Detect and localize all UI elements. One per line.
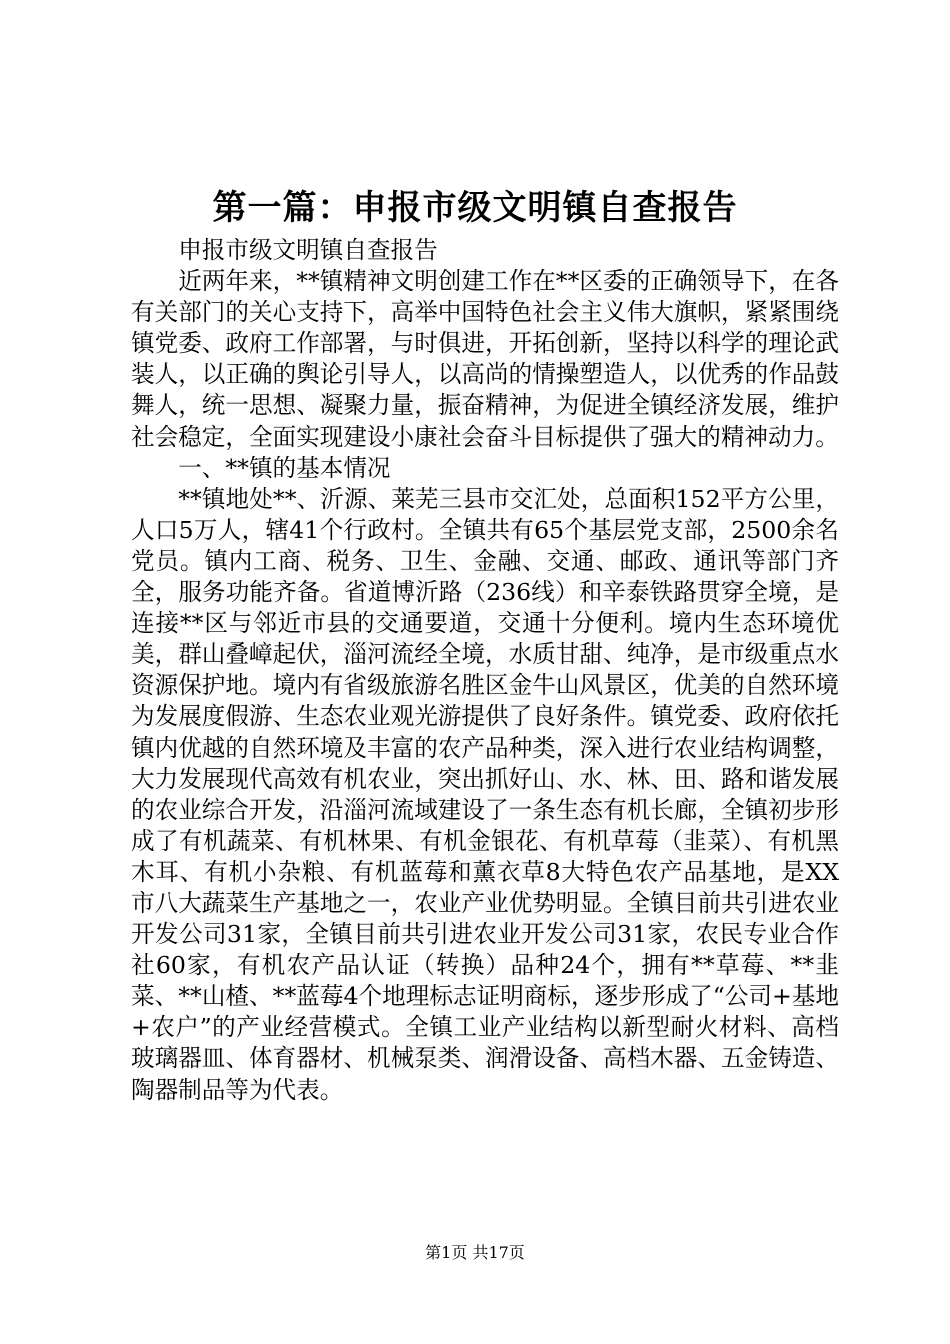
section-heading: 一、**镇的基本情况 [178,453,391,482]
document-body [131,235,839,1106]
subtitle-paragraph: 申报市级文明镇自查报告 [178,236,438,264]
page-footer: 第1页 共17页 [425,1243,525,1262]
basic-info-paragraph: **镇地处**、沂源、莱芜三县市交汇处，总面积152平方公里，人口5万人，辖41个行政村。全镇共有65个基层党支部，2500余名党员。镇内工商、税务、卫生、金融、交通、邮政、通讯等部门齐全，服务功能齐备。省道博沂路（236线）和辛泰铁路贯穿全境，是连接**区与邻近市县的交通要道，交通十分便利。境内生态环境优美，群山叠嶂起伏，淄河流经全境，水质甘甜、纯净，是市级重点水资源保护地。境内有省级旅游名胜区金牛山风景区，优美的自然环境为发展度假游、生态农业观光游提供了良好条件。镇党委、政府依托镇内优越的自然环境及丰富的农产品种类，深入进行农业结构调整，大力发展现代高效有机农业，突出抓好山、水、林、田、路和谐发展的农业综合开发，沿淄河流域建设了一条生态有机长廊，全镇初步形成了有机蔬菜、有机林果、有机金银花、有机草莓（韭菜）、有机黑木耳、有机小杂粮、有机蓝莓和薰衣草8大特色农产品基地，是XX市八大蔬菜生产基地之一，农业产业优势明显。全镇目前共引进农业开发公司31家，全镇目前共引进农业开发公司31家，农民专业合作社60家，有机农产品认证（转换）品种24个，拥有**草莓、**韭菜、**山楂、**蓝莓4个地理标志证明商标，逐步形成了“公司+基地+农户”的产业经营模式。全镇工业产业结构以新型耐火材料、高档玻璃器皿、体育器材、机械泵类、润滑设备、高档木器、五金铸造、陶器制品等为代表。 [131,484,839,1104]
intro-paragraph: 近两年来，**镇精神文明创建工作在**区委的正确领导下，在各有关部门的关心支持下，高举中国特色社会主义伟大旗帜，紧紧围绕镇党委、政府工作部署，与时俱进，开拓创新，坚持以科学的理论武装人，以正确的舆论引导人，以高尚的情操塑造人，以优秀的作品鼓舞人，统一思想、凝聚力量，振奋精神，为促进全镇经济发展，维护社会稳定，全面实现建设小康社会奋斗目标提供了强大的精神动力。 [131,267,839,451]
document-title: 第一篇：申报市级文明镇自查报告 [212,188,738,228]
